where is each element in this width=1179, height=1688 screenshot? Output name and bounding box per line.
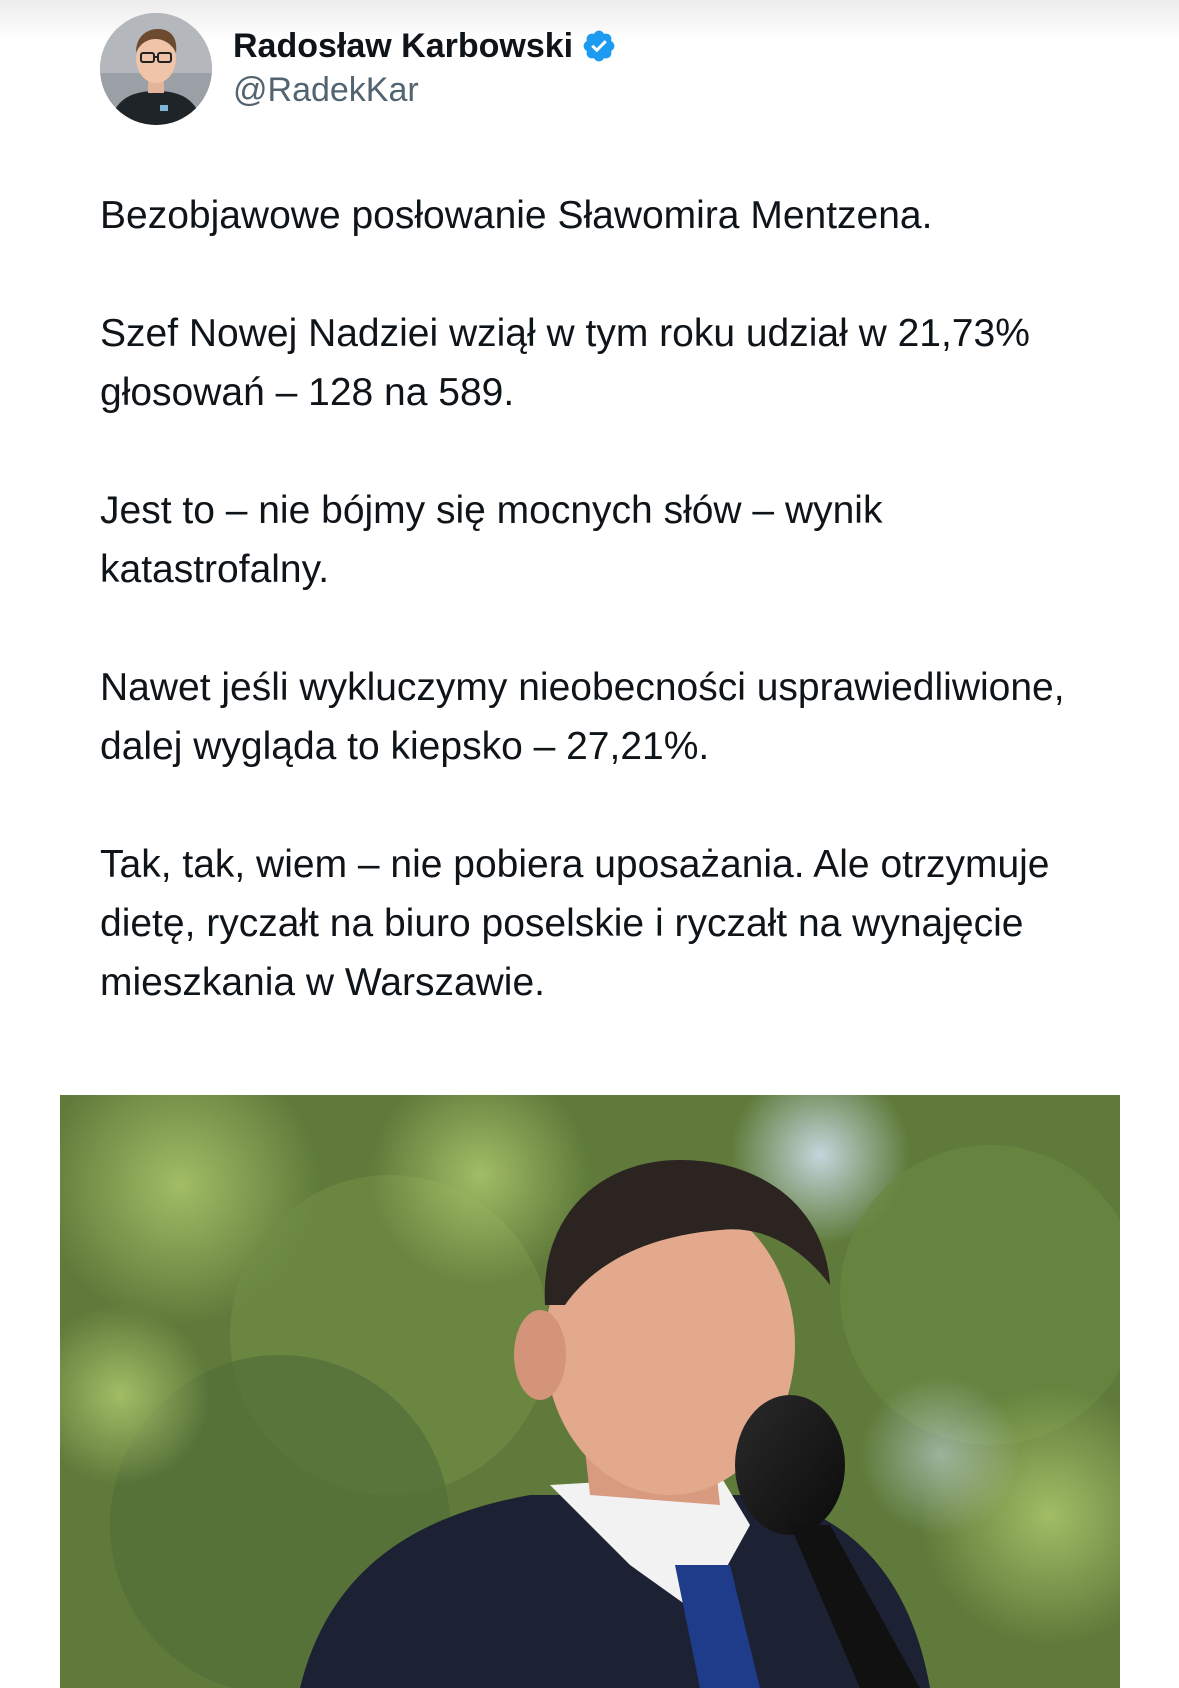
author-display-name[interactable]: Radosław Karbowski (233, 27, 574, 65)
tweet-photo[interactable] (60, 1095, 1120, 1688)
tweet-paragraph: Jest to – nie bójmy się mocnych słów – wynik katastrofalny. (100, 489, 883, 591)
verified-badge-icon (581, 28, 617, 64)
tweet-paragraph: Bezobjawowe posłowanie Sławomira Mentzena. (100, 194, 933, 237)
tweet-paragraph: Szef Nowej Nadziei wziął w tym roku udział w 21,73% głosowań – 128 na 589. (100, 312, 1030, 414)
tweet-header (100, 13, 617, 125)
avatar-image (100, 13, 212, 125)
tweet-paragraph: Nawet jeśli wykluczymy nieobecności usprawiedliwione, dalej wygląda to kiepsko – 27,21%. (100, 666, 1065, 768)
author-handle[interactable]: @RadekKar (233, 71, 419, 109)
tweet-text (100, 186, 1100, 1012)
photo-image (60, 1095, 1120, 1688)
avatar[interactable] (100, 13, 212, 125)
tweet-paragraph: Tak, tak, wiem – nie pobiera uposażania. Ale otrzymuje dietę, ryczałt na biuro poselskie i ryczałt na wynajęcie mieszkania w Warszawie. (100, 843, 1050, 1004)
